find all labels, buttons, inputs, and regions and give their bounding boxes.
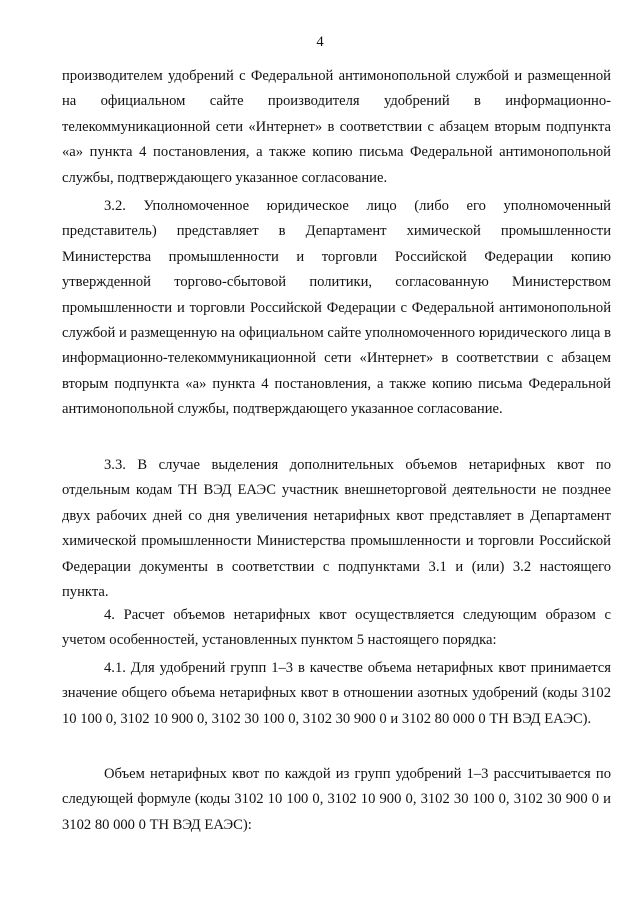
paragraph-4-1: 4.1. Для удобрений групп 1–3 в качестве объема нетарифных квот принимается значение общего объема нетарифных квот в отношении азотных удобрений (коды 3102 10 100 0, 3102 10 900 0, 3102 30 100 0, 3102 30 900 0 и 3102 80 000 0 ТН ВЭД ЕАЭС). — [62, 660, 611, 727]
paragraph-formula-intro: Объем нетарифных квот по каждой из групп удобрений 1–3 рассчитывается по следующей формуле (коды 3102 10 100 0, 3102 10 900 0, 3102 30 100 0, 3102 30 900 0 и 3102 80 000 0 ТН ВЭД ЕАЭС): — [62, 766, 611, 833]
paragraph-continuation: производителем удобрений с Федеральной антимонопольной службой и размещенной на официальном сайте производителя удобрений в информационно-телекоммуникационной сети «Интернет» в соответствии с абзацем вторым подпункта «а» пункта 4 постановления, а также копию письма Федеральной антимонопольной службы, подтверждающего указанное согласование. — [62, 68, 611, 186]
paragraph-3-2: 3.2. Уполномоченное юридическое лицо (либо его уполномоченный представитель) представляет в Департамент химической промышленности Министерства промышленности и торговли Российской Федерации копию утвержденной торгово-сбытовой политики, согласованную Министерством промышленности и торговли Российской Федерации с Федеральной антимонопольной службой и размещенную на официальном сайте уполномоченного юридического лица в информационно-телекоммуникационной сети «Интернет» в соответствии с абзацем вторым подпункта «а» пункта 4 постановления, а также копию письма Федеральной антимонопольной службы, подтверждающего указанное согласование. — [62, 198, 611, 418]
paragraph-3-3: 3.3. В случае выделения дополнительных объемов нетарифных квот по отдельным кодам ТН ВЭД ЕАЭС участник внешнеторговой деятельности не позднее двух рабочих дней со дня увеличения нетарифных квот представляет в Департамент химической промышленности Министерства промышленности и торговли Российской Федерации документы в соответствии с подпунктами 3.1 и (или) 3.2 настоящего пункта. — [62, 457, 611, 601]
paragraph-4: 4. Расчет объемов нетарифных квот осуществляется следующим образом с учетом особенностей, установленных пунктом 5 настоящего порядка: — [62, 607, 611, 649]
page-number: 4 — [316, 34, 324, 50]
